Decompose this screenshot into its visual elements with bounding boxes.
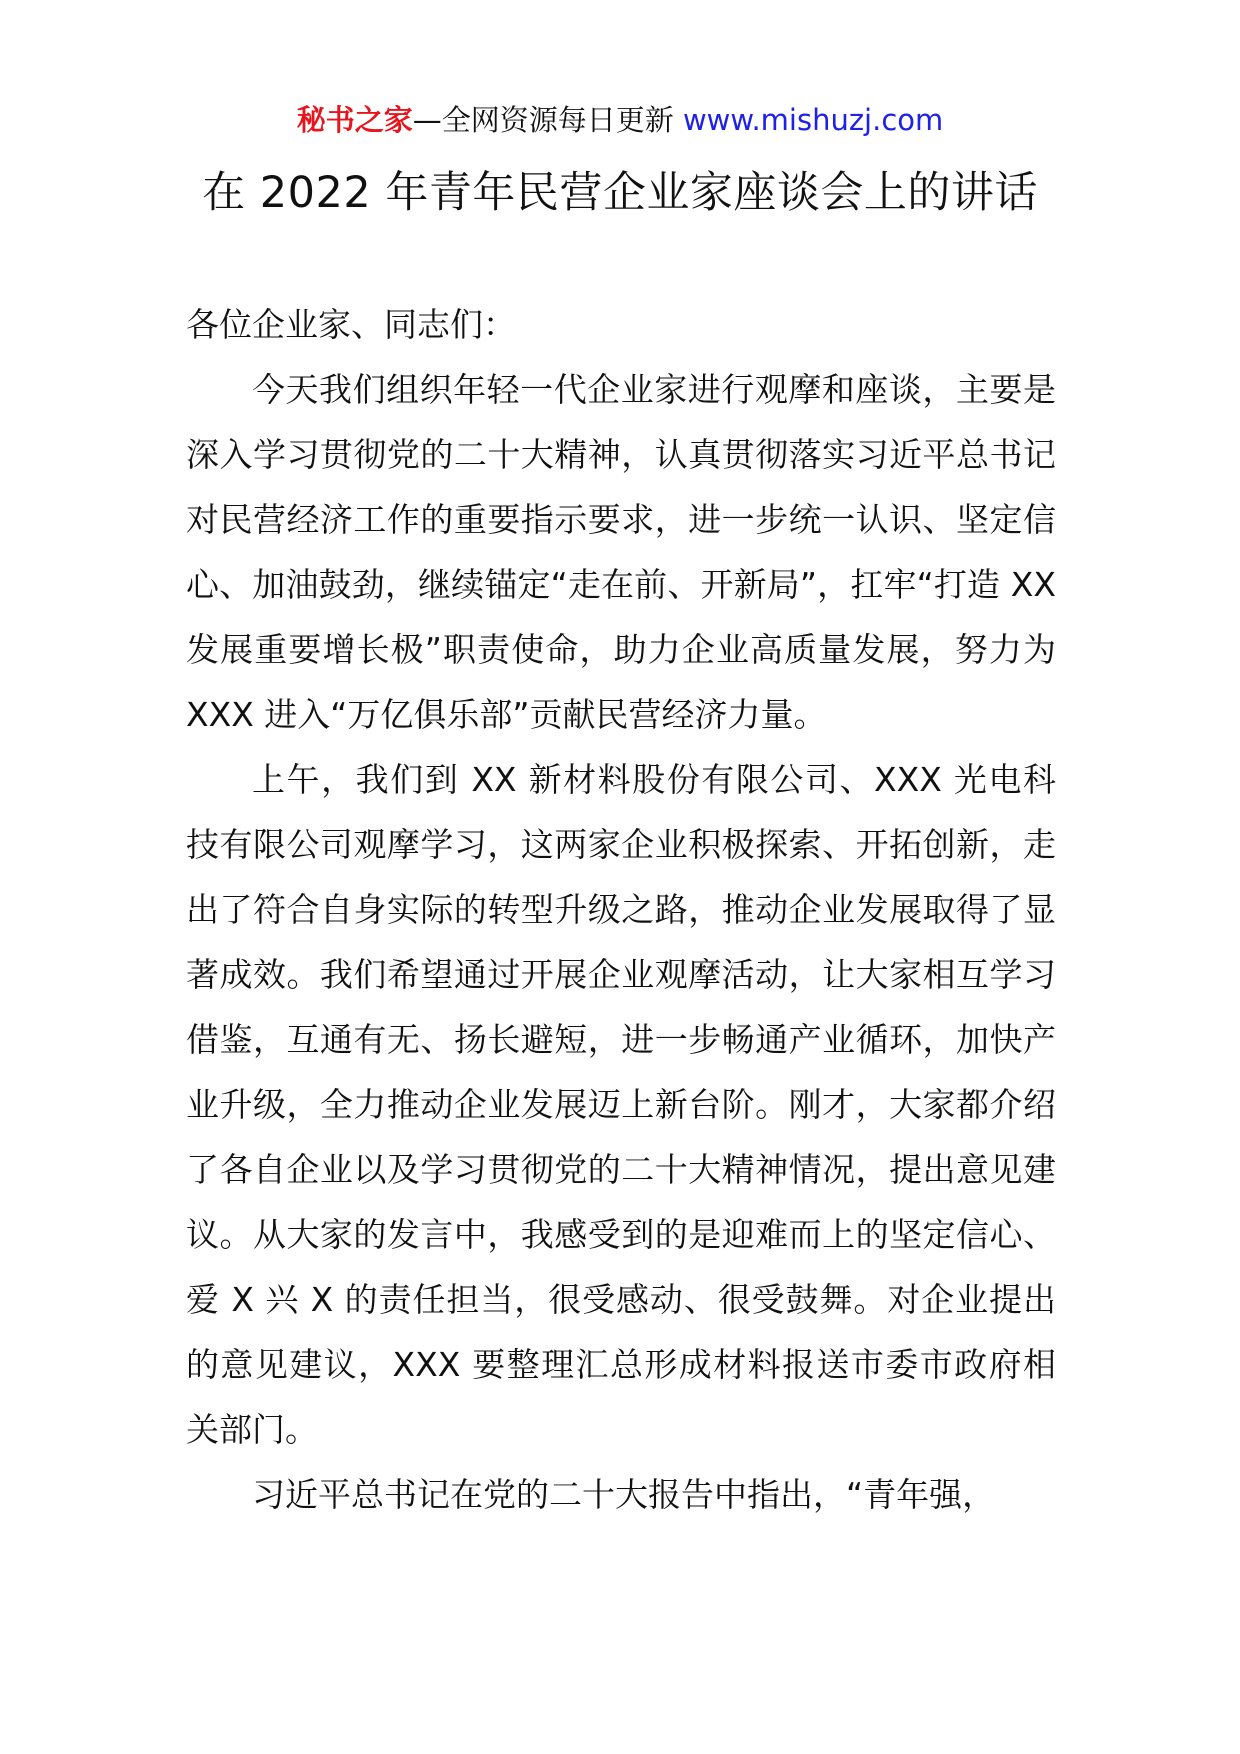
brand-name: 秘书之家 [296, 103, 413, 137]
body-paragraph: 今天我们组织年轻一代企业家进行观摩和座谈，主要是深入学习贯彻党的二十大精神，认真贯彻落实习近平总书记对民营经济工作的重要指示要求，进一步统一认识、坚定信心、加油鼓劲，继续锚定“走在前、开新局”，扛牢“打造 XX 发展重要增长极”职责使命，助力企业高质量发展，努力为 XXX 进入“万亿俱乐部”贡献民营经济力量。 [186, 370, 1056, 734]
site-header [0, 100, 1240, 140]
site-url-link[interactable]: www.mishuzj.com [682, 103, 944, 137]
document-title: 在 2022 年青年民营企业家座谈会上的讲话 [202, 168, 1038, 218]
body-paragraph: 上午，我们到 XX 新材料股份有限公司、XXX 光电科技有限公司观摩学习，这两家企业积极探索、开拓创新，走出了符合自身实际的转型升级之路，推动企业发展取得了显著成效。我们希望通过开展企业观摩活动，让大家相互学习借鉴，互通有无、扬长避短，进一步畅通产业循环，加快产业升级，全力推动企业发展迈上新台阶。刚才，大家都介绍了各自企业以及学习贯彻党的二十大精神情况，提出意见建议。从大家的发言中，我感受到的是迎难而上的坚定信心、爱 X 兴 X 的责任担当，很受感动、很受鼓舞。对企业提出的意见建议，XXX 要整理汇总形成材料报送市委市政府相关部门。 [186, 760, 1056, 1449]
document-body [186, 292, 1056, 1527]
body-paragraph: 习近平总书记在党的二十大报告中指出，“青年强， [252, 1475, 996, 1514]
salutation: 各位企业家、同志们： [186, 305, 516, 344]
site-tagline: —全网资源每日更新 [412, 103, 683, 137]
